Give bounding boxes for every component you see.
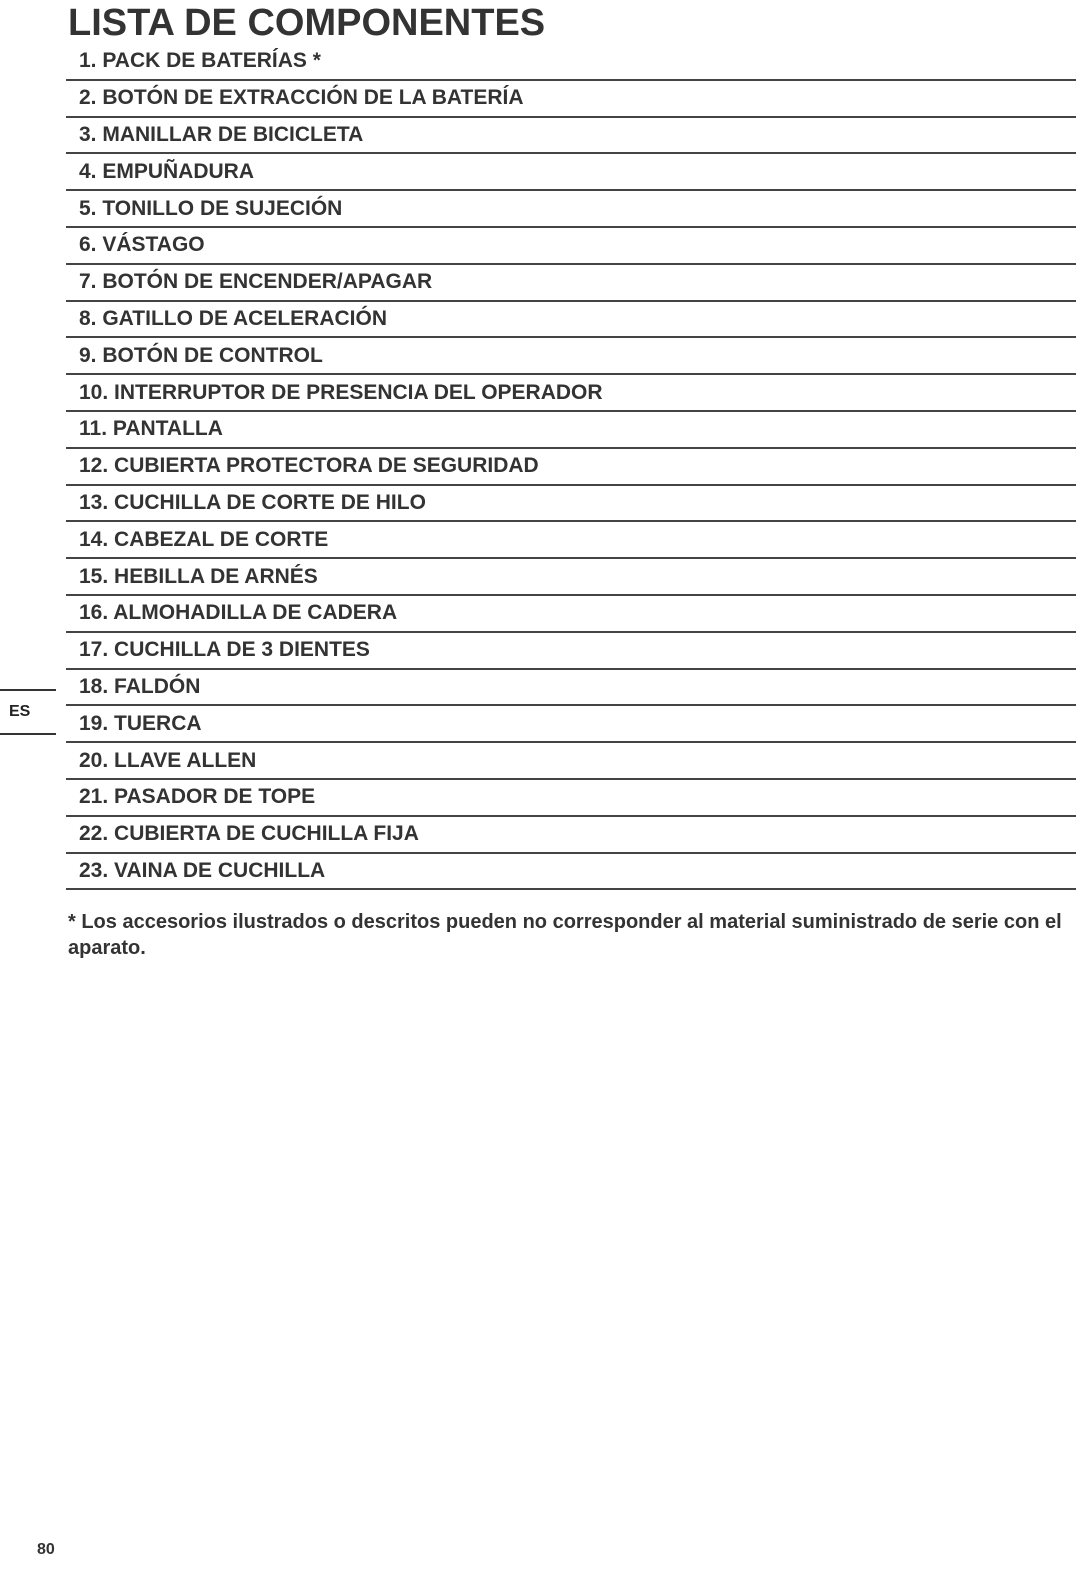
component-item: 11. PANTALLA xyxy=(66,412,1076,449)
page-number: 80 xyxy=(37,1541,55,1558)
component-item: 22. CUBIERTA DE CUCHILLA FIJA xyxy=(66,817,1076,854)
component-item: 12. CUBIERTA PROTECTORA DE SEGURIDAD xyxy=(66,449,1076,486)
component-item: 5. TONILLO DE SUJECIÓN xyxy=(66,191,1076,228)
component-item: 15. HEBILLA DE ARNÉS xyxy=(66,559,1076,596)
component-item: 4. EMPUÑADURA xyxy=(66,154,1076,191)
component-item: 21. PASADOR DE TOPE xyxy=(66,780,1076,817)
component-item: 2. BOTÓN DE EXTRACCIÓN DE LA BATERÍA xyxy=(66,81,1076,118)
component-item: 9. BOTÓN DE CONTROL xyxy=(66,338,1076,375)
component-item: 16. ALMOHADILLA DE CADERA xyxy=(66,596,1076,633)
component-item: 10. INTERRUPTOR DE PRESENCIA DEL OPERADOR xyxy=(66,375,1076,412)
component-item: 3. MANILLAR DE BICICLETA xyxy=(66,118,1076,155)
page-title: LISTA DE COMPONENTES xyxy=(68,2,546,44)
component-item: 20. LLAVE ALLEN xyxy=(66,743,1076,780)
component-item: 8. GATILLO DE ACELERACIÓN xyxy=(66,302,1076,339)
component-item: 7. BOTÓN DE ENCENDER/APAGAR xyxy=(66,265,1076,302)
component-item: 14. CABEZAL DE CORTE xyxy=(66,522,1076,559)
component-item: 23. VAINA DE CUCHILLA xyxy=(66,854,1076,891)
component-item: 6. VÁSTAGO xyxy=(66,228,1076,265)
component-item: 18. FALDÓN xyxy=(66,670,1076,707)
footnote: * Los accesorios ilustrados o descritos pueden no corresponder al material suministrado de serie con el aparato. xyxy=(68,911,1062,959)
language-tab: ES xyxy=(0,689,56,735)
component-list xyxy=(66,44,1076,890)
component-item: 19. TUERCA xyxy=(66,706,1076,743)
component-item: 1. PACK DE BATERÍAS * xyxy=(66,44,1076,81)
component-item: 17. CUCHILLA DE 3 DIENTES xyxy=(66,633,1076,670)
component-item: 13. CUCHILLA DE CORTE DE HILO xyxy=(66,486,1076,523)
